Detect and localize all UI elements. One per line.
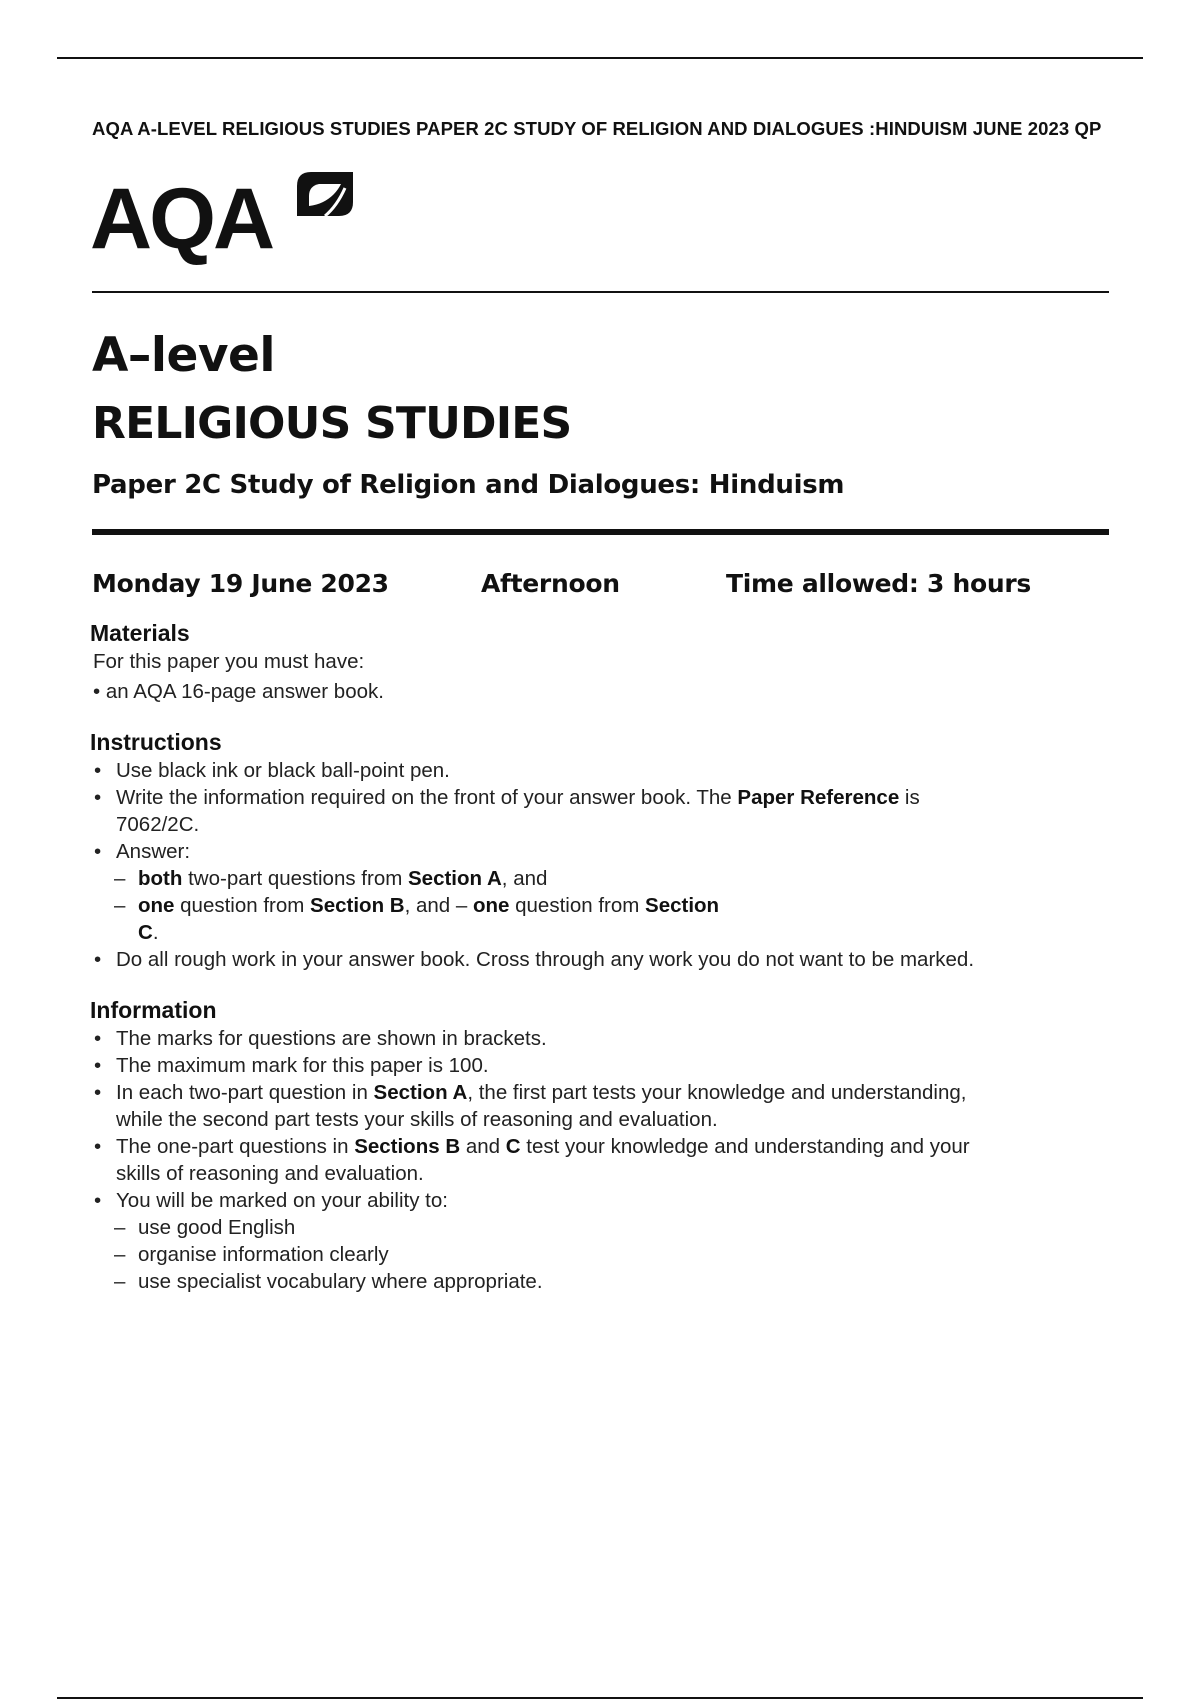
aqa-leaf-mark-icon (295, 166, 355, 226)
info-two-part: • In each two-part question in Section A, the first part tests your knowledge and understanding, (90, 1079, 1120, 1106)
materials-section (90, 618, 1120, 705)
instruction-answer: • Answer: (90, 838, 1120, 865)
info-marked-on: • You will be marked on your ability to: (90, 1187, 1120, 1214)
materials-heading: Materials (90, 620, 190, 646)
paper-title: Paper 2C Study of Religion and Dialogues: Hinduism (92, 470, 845, 500)
instructions-section (90, 727, 1120, 973)
info-vocabulary: – use specialist vocabulary where appropriate. (90, 1268, 1120, 1295)
information-heading: Information (90, 997, 217, 1023)
info-marks-brackets: • The marks for questions are shown in brackets. (90, 1025, 1120, 1052)
top-rule (57, 57, 1143, 59)
info-two-part-cont: while the second part tests your skills of reasoning and evaluation. (116, 1108, 718, 1131)
qualification-level: A–level (92, 328, 275, 383)
instruction-rough-work: • Do all rough work in your answer book. Cross through any work you do not want to be marked. (90, 946, 1120, 973)
time-allowed: Time allowed: 3 hours (726, 569, 1031, 598)
logo-divider (92, 291, 1109, 293)
logo-text: AQA (90, 171, 273, 267)
instruction-answer-section-a: – both two-part questions from Section A, and (90, 865, 1120, 892)
aqa-logo (90, 162, 360, 267)
info-organise: – organise information clearly (90, 1241, 1120, 1268)
instructions-heading: Instructions (90, 729, 222, 755)
document-header: AQA A-LEVEL RELIGIOUS STUDIES PAPER 2C STUDY OF RELIGION AND DIALOGUES :HINDUISM JUNE 2023 QP (92, 118, 1102, 139)
info-max-mark: • The maximum mark for this paper is 100. (90, 1052, 1120, 1079)
instruction-write-info: • Write the information required on the front of your answer book. The Paper Reference is (90, 784, 1120, 811)
info-english: – use good English (90, 1214, 1120, 1241)
info-one-part: • The one-part questions in Sections B and C test your knowledge and understanding and your (90, 1133, 1120, 1160)
instruction-answer-section-b-c: – one question from Section B, and – one question from Section (90, 892, 1120, 919)
info-one-part-cont: skills of reasoning and evaluation. (116, 1162, 424, 1185)
materials-item: • an AQA 16-page answer book. (93, 680, 384, 703)
exam-session: Afternoon (481, 569, 620, 598)
title-divider (92, 529, 1109, 535)
instruction-section-c: C. (138, 921, 159, 944)
information-section (90, 995, 1120, 1295)
materials-intro: For this paper you must have: (93, 650, 365, 673)
subject-title: RELIGIOUS STUDIES (92, 398, 572, 449)
instruction-pen: • Use black ink or black ball-point pen. (90, 757, 1120, 784)
bottom-rule (57, 1697, 1143, 1699)
exam-date: Monday 19 June 2023 (92, 569, 389, 598)
instruction-paper-reference: 7062/2C. (116, 813, 200, 836)
